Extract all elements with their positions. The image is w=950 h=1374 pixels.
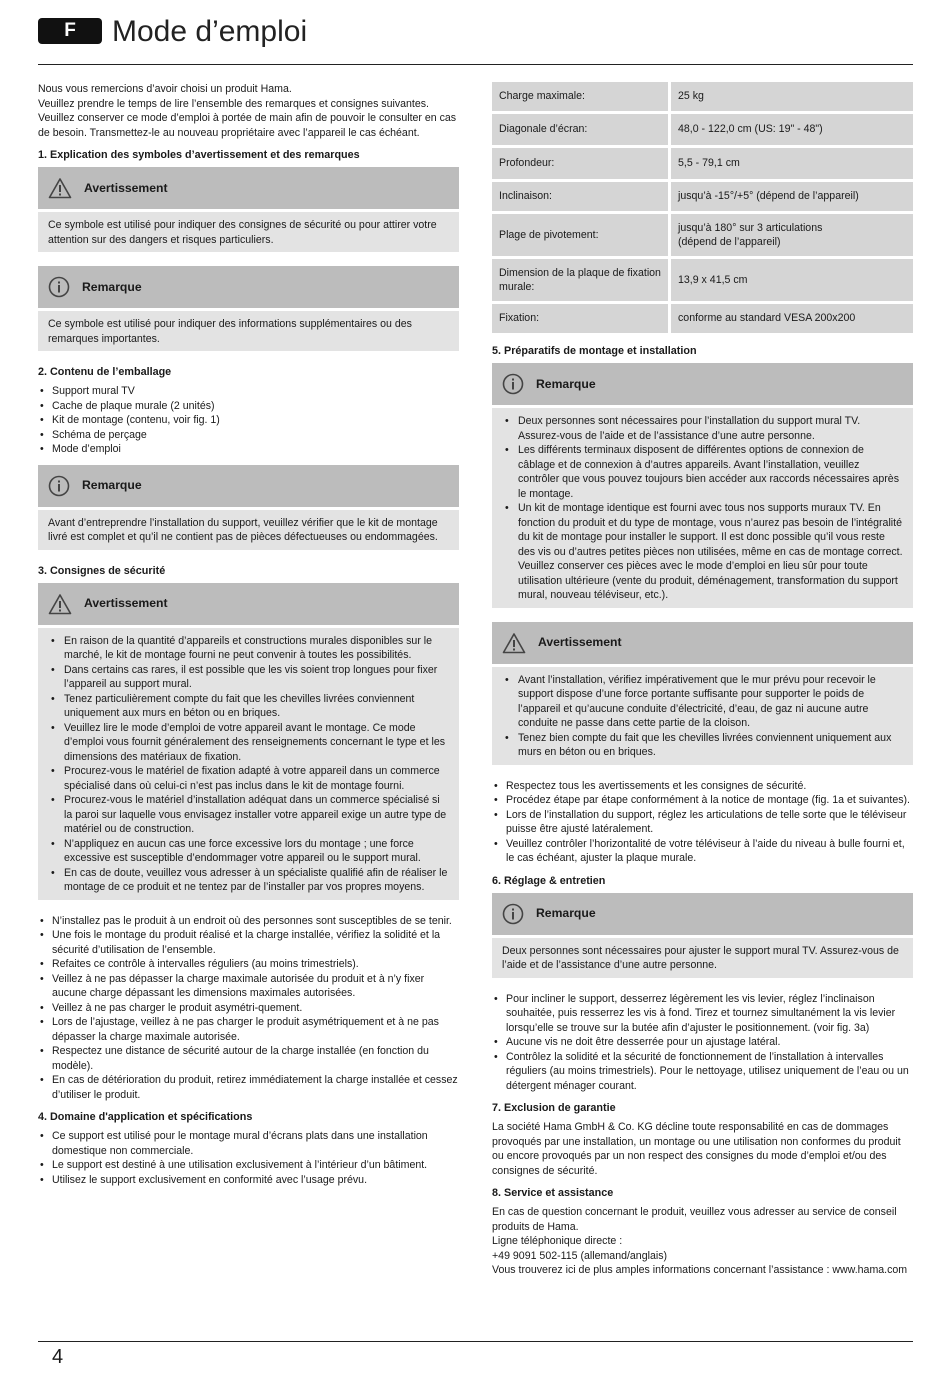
list-item: • Le support est destiné à une utilisation exclusivement à l’intérieur d’un bâtiment. [38, 1158, 459, 1173]
list-item: • Cache de plaque murale (2 unités) [38, 399, 459, 414]
warning-box-text: Ce symbole est utilisé pour indiquer des consignes de sécurité ou pour attirer votre attention sur des dangers et risques particuliers. [48, 219, 437, 246]
list-item: • Aucune vis ne doit être desserrée pour un ajustage latéral. [492, 1035, 913, 1050]
note-box-text: Avant d’entreprendre l’installation du support, veuillez vérifier que le kit de montage livré est complet et qu’il ne contient pas de pièces défectueuses ou endommagées. [48, 516, 438, 543]
list-item: • Lors de l’ajustage, veillez à ne pas charger le produit asymétriquement et à ne pas dépasser la charge maximale autorisée. [38, 1015, 459, 1044]
section-6-heading: 6. Réglage & entretien [492, 874, 606, 887]
list-item: • Schéma de perçage [38, 428, 459, 443]
footer-divider [38, 1341, 913, 1342]
warning-box-header [38, 167, 459, 209]
list-item: • Veuillez contrôler l’horizontalité de votre téléviseur à l’aide du niveau à bulle fourni et, le cas échéant, ajuster la plaque murale. [492, 837, 913, 866]
table-row [492, 114, 913, 145]
list-item: • Procurez-vous le matériel d’installation adéquat dans un commerce spécialisé si la paroi sur laquelle vous envisagez installer votre appareil exige un autre type de matériel ou de construction. [48, 793, 449, 837]
hotline-label: Ligne téléphonique directe : [492, 1235, 623, 1247]
spec-key: Inclinaison: [492, 182, 671, 211]
list-item: • Respectez tous les avertissements et les consignes de sécurité. [492, 779, 913, 794]
list-item: • En cas de détérioration du produit, retirez immédiatement la charge installée et cessez d’utiliser le produit. [38, 1073, 459, 1102]
warning-box-header [38, 583, 459, 625]
language-badge: F [38, 18, 102, 44]
spec-key: Fixation: [492, 304, 671, 333]
note-box-body [492, 938, 913, 978]
table-row [492, 82, 913, 111]
note-box-text: Ce symbole est utilisé pour indiquer des informations supplémentaires ou des remarques importantes. [48, 318, 412, 345]
maintenance-list [492, 992, 913, 1094]
note-box [492, 363, 913, 608]
spec-value-line: (dépend de l’appareil) [678, 236, 781, 248]
list-item: • Veillez à ne pas dépasser la charge maximale autorisée du produit et à n’y fixer aucune charge dépassant les dimensions maximales autorisées. [38, 972, 459, 1001]
list-item: • Procurez-vous le matériel de fixation adapté à votre appareil dans un commerce spécialisé dans où celui-ci n’est pas inclus dans le kit de montage fourni. [48, 764, 449, 793]
page-title: Mode d’emploi [112, 15, 308, 48]
info-circle-icon [48, 475, 70, 497]
list-item: • Refaites ce contrôle à intervalles réguliers (au moins trimestriels). [38, 957, 459, 972]
list-item: • Pour incliner le support, desserrez légèrement les vis levier, réglez l’inclinaison souhaitée, puis resserrez les vis à fond. Tirez et tournez simultanément la vis levier lorsqu’elle se trouve sur la butée afin d’ajuster le positionnement. (voir fig. 3a) [492, 992, 913, 1036]
list-item: • Mode d’emploi [38, 442, 459, 457]
note-box-title: Remarque [536, 906, 596, 921]
list-item: • Utilisez le support exclusivement en conformité avec l’usage prévu. [38, 1173, 459, 1188]
intro-line-2: Veuillez prendre le temps de lire l’ensemble des remarques et consignes suivantes. Veuillez conserver ce mode d’emploi à portée de main afin de pouvoir le consulter en cas de besoin. Transmettez-le au nouveau propriétaire avec l’appareil le cas échéant. [38, 97, 457, 139]
list-item: • N’appliquez en aucun cas une force excessive lors du montage ; une force excessive est susceptible d’endommager votre appareil ou le support mural. [48, 837, 449, 866]
list-item: • Une fois le montage du produit réalisé et la charge installée, vérifiez la solidité et la sécurité d’utilisation de l’ensemble. [38, 928, 459, 957]
warning-triangle-icon [48, 593, 72, 615]
safety-instructions-list [38, 914, 459, 1103]
application-list [38, 1129, 459, 1187]
list-item: • Respectez une distance de sécurité autour de la charge installée (en fonction du modèle). [38, 1044, 459, 1073]
warning-box-title: Avertissement [84, 180, 168, 195]
list-item: • Tenez bien compte du fait que les chevilles livrées conviennent uniquement aux murs en béton ou en briques. [502, 731, 903, 760]
right-column [492, 82, 913, 1278]
package-contents-list [38, 384, 459, 457]
spec-value [671, 214, 913, 256]
note-box-title: Remarque [82, 478, 142, 493]
list-item: • Veuillez lire le mode d’emploi de votre appareil avant le montage. Ce mode d’emploi vous fournit généralement des renseignements concernant le type et les dimensions des matériaux de fixation. [48, 721, 449, 765]
table-row [492, 148, 913, 179]
note-box [492, 893, 913, 978]
support-info: Vous trouverez ici de plus amples informations concernant l’assistance : www.hama.com [492, 1264, 908, 1276]
installation-warning-list [502, 673, 903, 760]
list-item: • Kit de montage (contenu, voir fig. 1) [38, 413, 459, 428]
spec-value-line: jusqu’à 180° sur 3 articulations [678, 221, 823, 234]
list-item: • Tenez particulièrement compte du fait que les chevilles livrées conviennent uniquement aux murs en béton ou en briques. [48, 692, 449, 721]
list-item: • Lors de l’installation du support, réglez les articulations de telle sorte que le téléviseur puisse être ajusté latéralement. [492, 808, 913, 837]
page-number: 4 [52, 1346, 64, 1368]
section-8-heading: 8. Service et assistance [492, 1187, 614, 1199]
page-header [38, 12, 913, 65]
table-row [492, 304, 913, 333]
warning-box [492, 622, 913, 765]
list-item: • En raison de la quantité d’appareils et constructions murales disponibles sur le marché, le kit de montage fourni ne peut convenir à toutes les possibilités. [48, 634, 449, 663]
warning-box [38, 583, 459, 900]
warning-box-body [38, 628, 459, 900]
spec-key: Plage de pivotement: [492, 214, 671, 256]
note-box-body [38, 510, 459, 550]
spec-value: 48,0 - 122,0 cm (US: 19" - 48") [671, 114, 913, 145]
note-box [38, 465, 459, 550]
warning-box-title: Avertissement [84, 596, 168, 611]
warning-box-title: Avertissement [538, 635, 622, 650]
section-3-heading: 3. Consignes de sécurité [38, 564, 166, 577]
list-item: • Support mural TV [38, 384, 459, 399]
note-box-body [38, 311, 459, 351]
spec-value: jusqu’à -15°/+5° (dépend de l’appareil) [671, 182, 913, 211]
table-row [492, 182, 913, 211]
spec-key: Diagonale d’écran: [492, 114, 671, 145]
spec-key: Dimension de la plaque de fixation murale: [492, 259, 671, 301]
warning-box [38, 167, 459, 252]
left-column [38, 82, 459, 1195]
section-5-heading: 5. Préparatifs de montage et installation [492, 345, 697, 357]
list-item: • Dans certains cas rares, il est possible que les vis soient trop longues pour fixer l’appareil au support mural. [48, 663, 449, 692]
service-text: En cas de question concernant le produit, veuillez vous adresser au service de conseil produits de Hama. [492, 1206, 897, 1233]
preparation-note-list [502, 414, 903, 603]
note-box [38, 266, 459, 351]
note-box-header [38, 465, 459, 507]
installation-steps-list [492, 779, 913, 866]
spec-value: 5,5 - 79,1 cm [671, 148, 913, 179]
note-box-header [492, 363, 913, 405]
list-item: • Contrôlez la solidité et la sécurité de fonctionnement de l’installation à intervalles réguliers (au moins trimestriels). Pour le nettoyage, utilisez uniquement de l’eau ou un détergent ménager courant. [492, 1050, 913, 1094]
note-box-text: Deux personnes sont nécessaires pour ajuster le support mural TV. Assurez-vous de l’aide et de l’assistance d’une autre personne. [502, 944, 899, 971]
warning-box-header [492, 622, 913, 664]
note-box-header [38, 266, 459, 308]
list-item: • Ce support est utilisé pour le montage mural d’écrans plats dans une installation domestique non commerciale. [38, 1129, 459, 1158]
section-1-heading: 1. Explication des symboles d’avertissement et des remarques [38, 149, 360, 161]
note-box-title: Remarque [536, 376, 596, 391]
info-circle-icon [48, 276, 70, 298]
list-item: • N’installez pas le produit à un endroit où des personnes sont susceptibles de se tenir. [38, 914, 459, 929]
list-item: • En cas de doute, veuillez vous adresser à un spécialiste qualifié afin de réaliser le montage de ce produit et ne tentez par de l’installer par vos propres moyens. [48, 866, 449, 895]
spec-value: 25 kg [671, 82, 913, 111]
intro-line-1: Nous vous remercions d’avoir choisi un produit Hama. [38, 83, 292, 95]
warning-triangle-icon [48, 177, 72, 199]
section-2-heading: 2. Contenu de l’emballage [38, 366, 172, 378]
safety-warning-list [48, 634, 449, 895]
warning-triangle-icon [502, 632, 526, 654]
note-box-title: Remarque [82, 279, 142, 294]
spec-value: conforme au standard VESA 200x200 [671, 304, 913, 333]
hotline-number: +49 9091 502-115 (allemand/anglais) [492, 1249, 668, 1262]
info-circle-icon [502, 903, 524, 925]
warning-box-body [492, 667, 913, 765]
list-item: • Veillez à ne pas charger le produit asymétri-quement. [38, 1001, 459, 1016]
spec-key: Profondeur: [492, 148, 671, 179]
list-item: • Deux personnes sont nécessaires pour l’installation du support mural TV. Assurez-vous de l’aide et de l’assistance d’une autre personne. [502, 414, 903, 443]
list-item: • Procédez étape par étape conformément à la notice de montage (fig. 1a et suivantes). [492, 793, 913, 808]
spec-value: 13,9 x 41,5 cm [671, 259, 913, 301]
specifications-table [492, 79, 913, 336]
info-circle-icon [502, 373, 524, 395]
table-row [492, 259, 913, 301]
section-4-heading: 4. Domaine d'application et spécifications [38, 1111, 253, 1123]
list-item: • Avant l’installation, vérifiez impérativement que le mur prévu pour recevoir le support dispose d’une force portante suffisante pour supporter le poids de l’appareil et qu’aucune conduite d’électricité, d’eau, de gaz ni aucune autre conduite ne passe dans cette partie de la cloison. [502, 673, 903, 731]
list-item: • Un kit de montage identique est fourni avec tous nos supports muraux TV. En fonction du produit et du type de montage, vous n’aurez pas besoin de l’intégralité du kit de montage pour installer le support. Il est donc possible qu’il vous reste des vis ou d’autres petites pièces non utilisées, même en cas de montage correct. Veuillez conserver ces pièces avec le mode d’emploi en lieu sûr pour toute utilisation ultérieure (vente du produit, déménagement, transformation du support mural, nouveau téléviseur, etc.). [502, 501, 903, 603]
table-row [492, 214, 913, 256]
note-box-body [492, 408, 913, 608]
warranty-text: La société Hama GmbH & Co. KG décline toute responsabilité en cas de dommages provoqués par une installation, un montage ou une utilisation non conformes du produit ou encore provoqués par un non respect des consignes du mode d’emploi et/ou des consignes de sécurité. [492, 1121, 901, 1177]
spec-key: Charge maximale: [492, 82, 671, 111]
section-7-heading: 7. Exclusion de garantie [492, 1102, 616, 1114]
warning-box-body [38, 212, 459, 252]
note-box-header [492, 893, 913, 935]
list-item: • Les différents terminaux disposent de différentes options de connexion de câblage et de connexion à d’autres appareils. Avant l’installation, veuillez contrôler que vous pouvez toujours bien accéder aux raccords nécessaires après le montage. [502, 443, 903, 501]
